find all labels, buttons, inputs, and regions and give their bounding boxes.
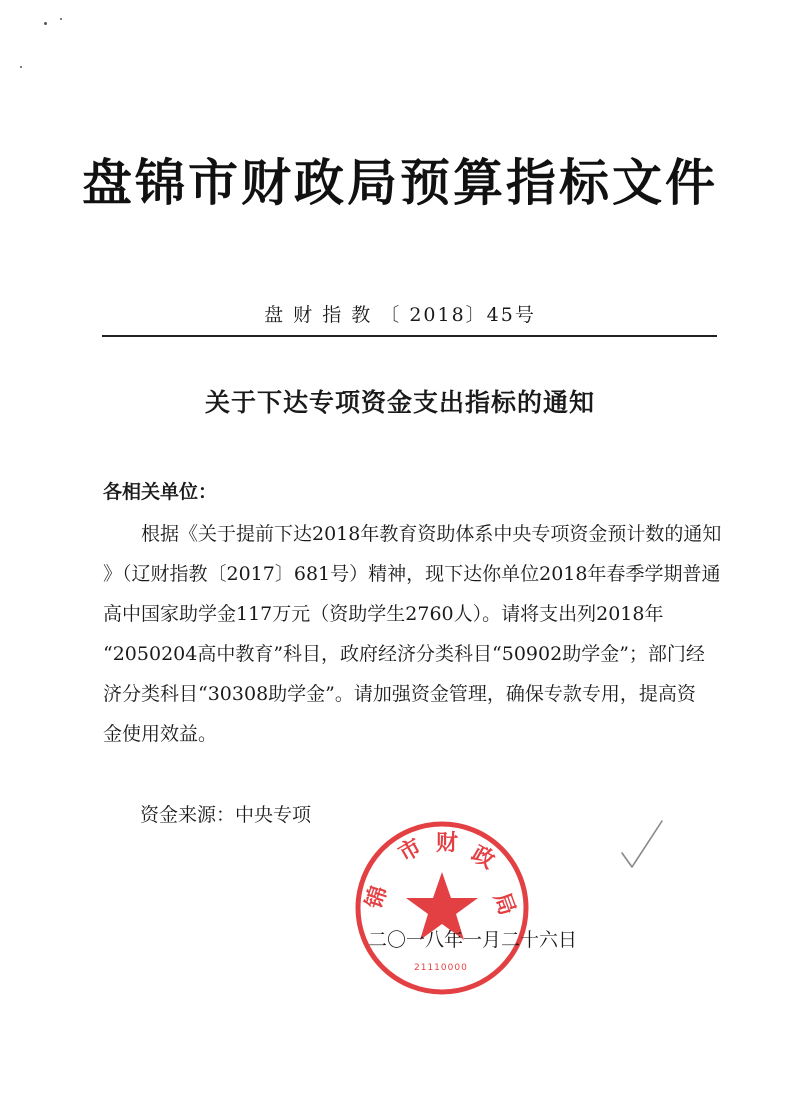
salutation: 各相关单位： — [103, 481, 218, 503]
body-line: 济分类科目“30308助学金”。请加强资金管理，确保专款专用，提高资 — [103, 683, 696, 705]
svg-text:锦: 锦 — [361, 883, 393, 912]
issue-date: 二〇一八年一月二十六日 — [368, 929, 578, 951]
body-line: 金使用效益。 — [103, 723, 218, 745]
handwritten-check-mark — [610, 815, 670, 875]
svg-text:财: 财 — [436, 831, 459, 856]
scan-speck — [60, 18, 62, 20]
official-seal-stamp — [352, 818, 532, 998]
svg-text:21110000: 21110000 — [414, 963, 468, 973]
body-line: 根据《关于提前下达2018年教育资助体系中央专项资金预计数的通知 — [141, 523, 722, 545]
funding-source: 资金来源：中央专项 — [140, 804, 312, 826]
body-line: “2050204高中教育”科目，政府经济分类科目“50902助学金”；部门经 — [103, 643, 705, 665]
svg-text:市: 市 — [394, 834, 427, 868]
body-line: 》（辽财指教〔2017〕681号）精神，现下达你单位2018年春季学期普通 — [103, 563, 721, 585]
body-line: 高中国家助学金117万元（资助学生2760人）。请将支出列2018年 — [103, 603, 664, 625]
document-header-title: 盘锦市财政局预算指标文件 — [82, 154, 718, 212]
notice-title: 关于下达专项资金支出指标的通知 — [204, 388, 595, 417]
svg-text:局: 局 — [488, 889, 520, 919]
svg-text:政: 政 — [467, 841, 499, 875]
notice-body — [103, 514, 722, 754]
document-number: 盘 财 指 教 〔 2018〕45号 — [264, 304, 536, 326]
scan-speck — [20, 66, 22, 68]
scan-speck — [44, 22, 47, 25]
header-divider — [102, 335, 717, 337]
